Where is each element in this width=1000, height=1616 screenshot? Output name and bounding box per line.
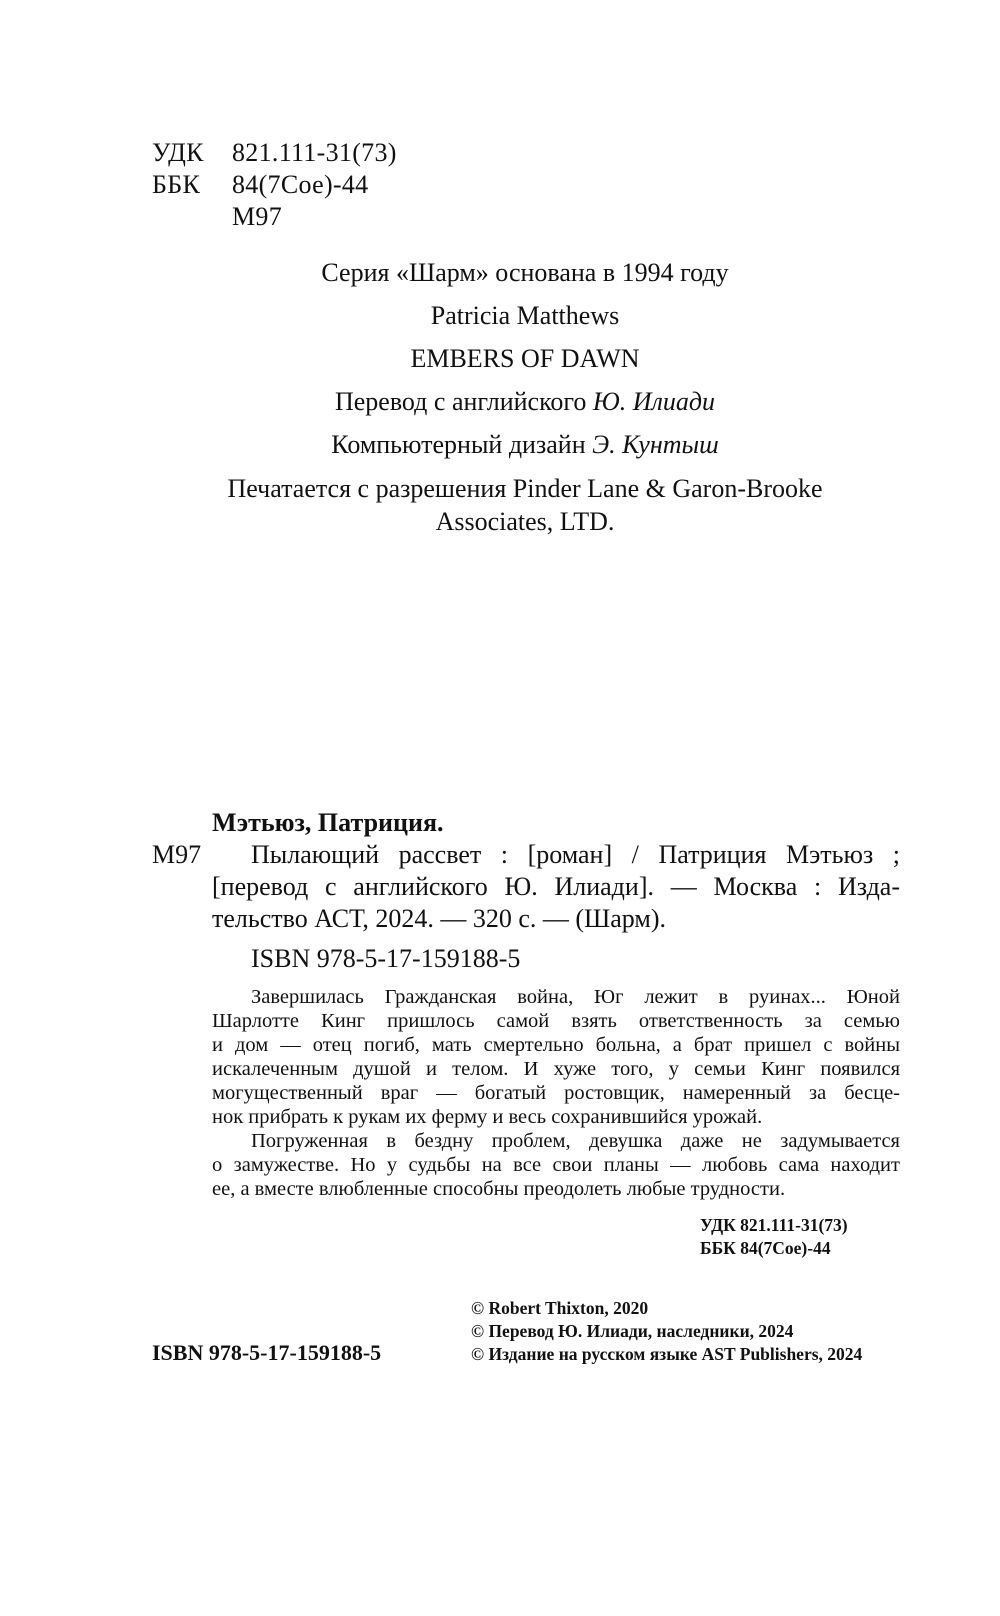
- permission-line-2: Associates, LTD.: [435, 507, 615, 536]
- bottom-udk: УДК 821.111-31(73): [700, 1215, 848, 1235]
- abstract-p2-line-1: Погруженная в бездну проблем, девушка даже не задумывается: [251, 1130, 900, 1152]
- bibliographic-isbn: ISBN 978-5-17-159188-5: [251, 944, 521, 973]
- original-author: Patricia Matthews: [430, 301, 620, 330]
- bottom-bbk: ББК 84(7Сое)-44: [700, 1238, 831, 1258]
- abstract-p1-line-3: и дом — отец погиб, мать смертельно больна, а брат пришел с войны: [212, 1034, 900, 1056]
- bbk-value: 84(7Сое)-44: [232, 170, 369, 199]
- design-prefix: Компьютерный дизайн: [331, 430, 593, 459]
- abstract-p1-line-4: искалеченным душой и телом. И хуже того, у семьи Кинг появился: [212, 1058, 900, 1080]
- abstract-p1-line-6: нок прибрать к рукам их ферму и весь сохранившийся урожай.: [212, 1106, 763, 1128]
- translator-name: Ю. Илиади: [592, 387, 716, 416]
- abstract-p1-line-5: могущественный враг — богатый ростовщик, намеренный за бесце-: [212, 1082, 900, 1104]
- bibliographic-line-3: тельство АСТ, 2024. — 320 с. — (Шарм).: [212, 904, 667, 933]
- translation-prefix: Перевод с английского: [334, 387, 593, 416]
- abstract-p1-line-1: Завершилась Гражданская война, Юг лежит в руинах... Юной: [251, 986, 900, 1008]
- bibliographic-author-heading: Мэтьюз, Патриция.: [212, 808, 444, 837]
- copyright-line-1: © Robert Thixton, 2020: [471, 1298, 649, 1318]
- series-line: Серия «Шарм» основана в 1994 году: [321, 258, 729, 287]
- bibliographic-line-1: Пылающий рассвет : [роман] / Патриция Мэтьюз ;: [251, 840, 900, 869]
- isbn-bottom: ISBN 978-5-17-159188-5: [152, 1340, 382, 1365]
- abstract-p2-line-2: о замужестве. Но у судьбы на все свои планы — любовь сама находит: [212, 1154, 900, 1176]
- udk-label: УДК: [152, 138, 204, 167]
- bbk-label: ББК: [152, 170, 201, 199]
- permission-line-1: Печатается с разрешения Pinder Lane & Garon-Brooke: [227, 474, 823, 503]
- designer-name: Э. Кунтыш: [592, 430, 719, 459]
- author-mark-top: М97: [232, 202, 283, 231]
- translation-line: [150, 387, 900, 417]
- abstract-p1-line-2: Шарлотте Кинг пришлось самой взять ответственность за семью: [212, 1010, 900, 1032]
- bibliographic-line-2: [перевод с английского Ю. Илиади]. — Москва : Изда-: [212, 872, 900, 901]
- design-line: [150, 430, 900, 460]
- copyright-line-3: © Издание на русском языке AST Publishers, 2024: [471, 1344, 863, 1364]
- copyright-line-2: © Перевод Ю. Илиади, наследники, 2024: [471, 1321, 794, 1341]
- udk-value: 821.111-31(73): [232, 138, 397, 167]
- abstract-p2-line-3: ее, а вместе влюбленные способны преодолеть любые трудности.: [212, 1178, 786, 1200]
- original-title: EMBERS OF DAWN: [410, 344, 640, 373]
- bibliographic-mark: М97: [152, 840, 202, 869]
